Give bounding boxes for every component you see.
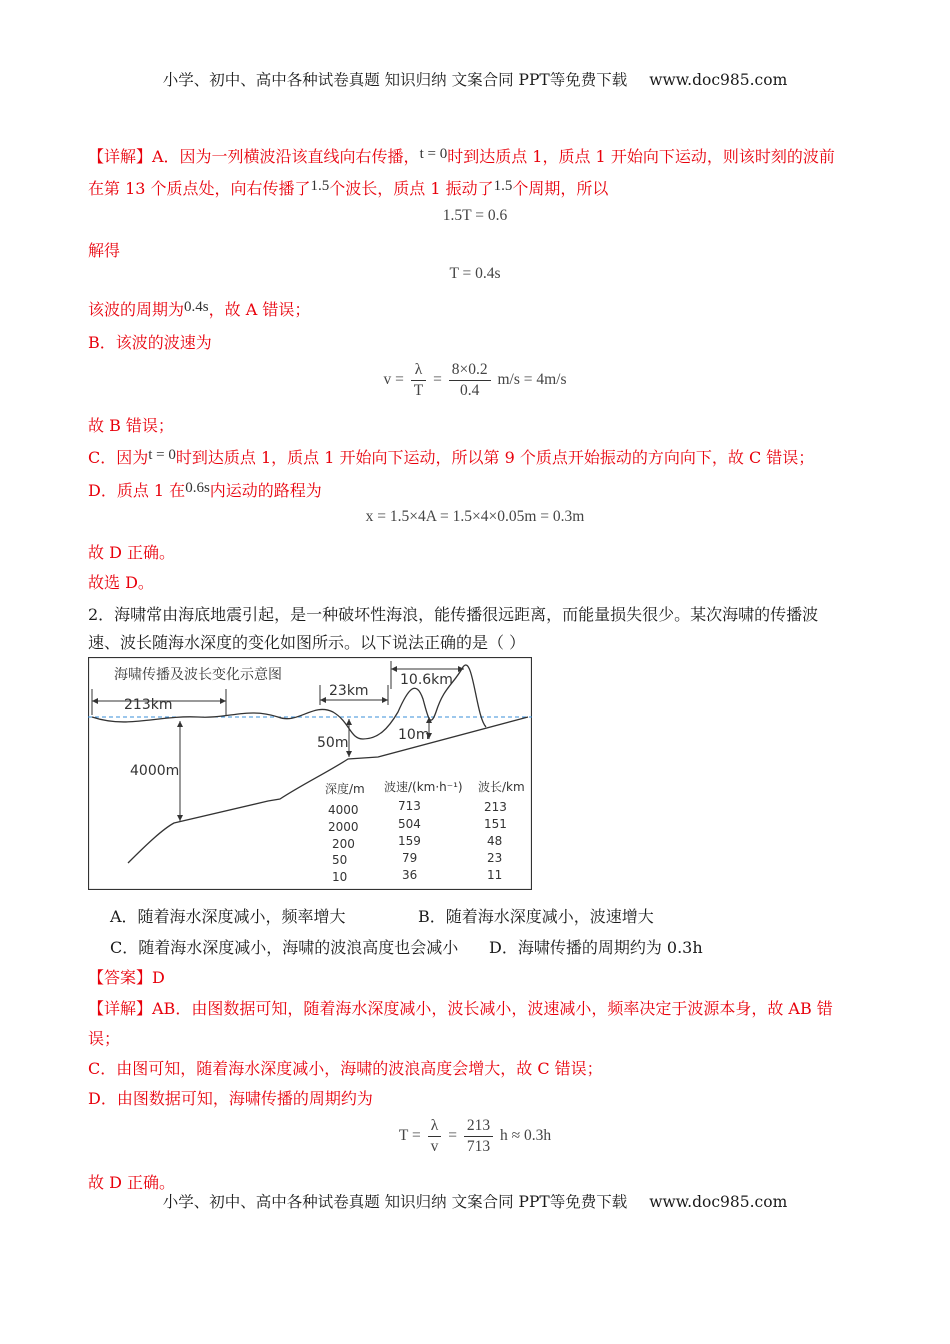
table-header-wavelength: 波长/km (478, 780, 525, 794)
svg-text:10: 10 (332, 870, 348, 884)
svg-text:713: 713 (398, 799, 421, 813)
explanation-a-line1: 【详解】A．因为一列横波沿该直线向右传播，t = 0时到达质点 1，质点 1 开始向下运动，则该时刻的波前 (88, 146, 835, 166)
d-final-conclusion: 故 D 正确。 (88, 1173, 176, 1192)
depth-label-10: 10m (398, 727, 430, 743)
choose-line: 故选 D。 (88, 573, 154, 592)
solve-label: 解得 (88, 241, 121, 260)
d-line: D．质点 1 在0.6s内运动的路程为 (88, 480, 322, 500)
table-header-speed: 波速/(km·h⁻¹) (384, 780, 463, 794)
header-site[interactable]: www.doc985.com (649, 71, 788, 89)
page-footer (0, 1190, 950, 1212)
equation-3: v = $\frac{\lambda}{T}$ = $\frac{8\times 0.2}{0.4}$ m/s = 4m/s (383, 361, 567, 399)
svg-text:213: 213 (484, 800, 507, 814)
footer-title: 小学、初中、高中各种试卷真题 知识归纳 文案合同 PPT等免费下载 (162, 1193, 628, 1211)
equation-1: 1.5T = 0.6 (442, 207, 508, 224)
svg-text:23: 23 (487, 851, 503, 865)
wavelength-label-10-6: 10.6km (400, 672, 453, 688)
fraction-values: $\frac{8\times 0.2}{0.4}$ (449, 360, 491, 401)
fraction-213-713: $\frac{213}{713}$ (464, 1116, 493, 1157)
svg-text:200: 200 (332, 837, 355, 851)
equation-2: T = 0.4s (449, 265, 501, 282)
svg-text:159: 159 (398, 834, 421, 848)
answer-line: 【答案】D (88, 968, 165, 987)
svg-text:36: 36 (402, 868, 418, 882)
d-conclusion: 故 D 正确。 (88, 543, 176, 562)
b-line: B．该波的波速为 (88, 333, 212, 352)
svg-text:2000: 2000 (328, 820, 359, 834)
explanation-a-line2: 在第 13 个质点处，向右传播了1.5个波长，质点 1 振动了1.5个周期，所以 (88, 178, 609, 198)
svg-text:79: 79 (402, 851, 418, 865)
option-a[interactable]: A．随着海水深度减小，频率增大 (110, 907, 346, 926)
depth-label-50: 50m (317, 735, 349, 751)
b-conclusion: 故 B 错误； (88, 416, 174, 435)
c-line: C．因为t = 0时到达质点 1，质点 1 开始向下运动，所以第 9 个质点开始振动的方向向下，故 C 错误； (88, 447, 815, 467)
svg-text:4000: 4000 (328, 803, 359, 817)
math-t0: t = 0 (419, 146, 448, 162)
detail-line2: 误； (88, 1029, 121, 1048)
option-c[interactable]: C．随着海水深度减小，海啸的波浪高度也会减小 (110, 938, 459, 957)
header-title: 小学、初中、高中各种试卷真题 知识归纳 文案合同 PPT等免费下载 (162, 71, 628, 89)
svg-text:151: 151 (484, 817, 507, 831)
svg-text:50: 50 (332, 853, 348, 867)
figure-title: 海啸传播及波长变化示意图 (114, 667, 282, 683)
detail-line1: 【详解】AB．由图数据可知，随着海水深度减小，波长减小，波速减小，频率决定于波源本身，故 AB 错 (88, 999, 833, 1018)
page-header (0, 68, 950, 90)
question-stem-line1: 2．海啸常由海底地震引起，是一种破坏性海浪，能传播很远距离，而能量损失很少。某次海啸的传播波 (88, 605, 819, 624)
period-equation: T = $\frac{\lambda}{v}$ = $\frac{213}{713}$ h ≈ 0.3h (398, 1117, 552, 1155)
fraction-lambda-T: $\frac{\lambda}{T}$ (411, 360, 426, 401)
equation-4: x = 1.5×4A = 1.5×4×0.05m = 0.3m (365, 508, 585, 525)
wavelength-label-213: 213km (124, 697, 173, 713)
svg-text:48: 48 (487, 834, 503, 848)
question-stem-line2: 速、波长随海水深度的变化如图所示。以下说法正确的是（ ） (88, 633, 526, 652)
wavelength-label-23: 23km (329, 683, 369, 699)
option-d[interactable]: D．海啸传播的周期约为 0.3h (489, 938, 703, 957)
c-explanation: C．由图可知，随着海水深度减小，海啸的波浪高度会增大，故 C 错误； (88, 1059, 603, 1078)
table-header-depth: 深度/m (325, 782, 365, 796)
d-explanation: D．由图数据可知，海啸传播的周期约为 (88, 1089, 373, 1108)
fraction-lambda-v: $\frac{\lambda}{v}$ (428, 1116, 442, 1157)
option-b[interactable]: B．随着海水深度减小，波速增大 (418, 907, 654, 926)
svg-text:11: 11 (487, 868, 503, 882)
svg-text:504: 504 (398, 817, 421, 831)
tsunami-figure (88, 657, 532, 890)
footer-site[interactable]: www.doc985.com (649, 1193, 788, 1211)
depth-label-4000: 4000m (130, 763, 180, 779)
period-line: 该波的周期为0.4s，故 A 错误； (88, 299, 311, 319)
